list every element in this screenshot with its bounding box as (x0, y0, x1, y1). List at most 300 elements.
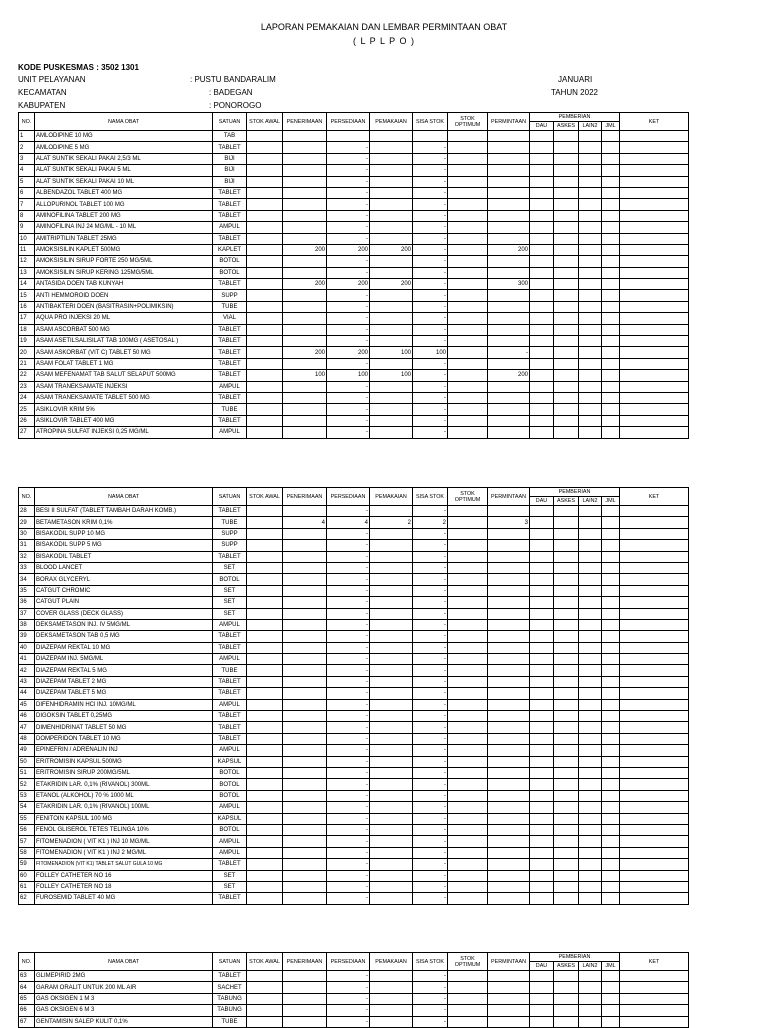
row-satuan: TUBE (213, 404, 247, 415)
row-no: 16 (19, 301, 35, 312)
row-ket (620, 982, 689, 993)
row-ket (620, 381, 689, 392)
row-lain2 (579, 517, 602, 528)
row-askes (554, 574, 579, 585)
row-stok-optimum (448, 324, 488, 335)
row-no: 13 (19, 267, 35, 278)
table-row (19, 836, 689, 847)
row-permintaan (488, 562, 530, 573)
row-penerimaan (283, 131, 327, 142)
row-no: 36 (19, 597, 35, 608)
row-pemakaian (370, 971, 413, 982)
row-lain2 (579, 993, 602, 1004)
header-satuan: SATUAN (213, 113, 247, 131)
row-pemakaian (370, 585, 413, 596)
row-askes (554, 711, 579, 722)
row-stok-awal (247, 688, 283, 699)
row-dau (530, 347, 554, 358)
row-stok-awal (247, 153, 283, 164)
row-stok-optimum (448, 982, 488, 993)
row-penerimaan (283, 392, 327, 403)
row-sisa-stok: 100 (413, 347, 448, 358)
header-ket: KET (620, 113, 689, 131)
row-askes (554, 562, 579, 573)
row-stok-optimum (448, 528, 488, 539)
row-pemakaian: 100 (370, 347, 413, 358)
row-pemakaian (370, 802, 413, 813)
row-nama-obat: GAS OKSIGEN 6 M 3 (35, 1005, 213, 1016)
row-persediaan: - (327, 1016, 370, 1027)
row-ket (620, 427, 689, 438)
row-pemakaian (370, 187, 413, 198)
row-ket (620, 233, 689, 244)
row-askes (554, 993, 579, 1004)
row-stok-awal (247, 1016, 283, 1027)
row-persediaan: - (327, 733, 370, 744)
row-askes (554, 427, 579, 438)
row-penerimaan (283, 290, 327, 301)
row-stok-optimum (448, 540, 488, 551)
table-row (19, 699, 689, 710)
row-persediaan: - (327, 381, 370, 392)
row-pemakaian (370, 358, 413, 369)
row-jml (602, 324, 620, 335)
row-stok-awal (247, 881, 283, 892)
row-sisa-stok: - (413, 631, 448, 642)
row-dau (530, 256, 554, 267)
row-lain2 (579, 767, 602, 778)
row-dau (530, 165, 554, 176)
row-permintaan: - (488, 347, 530, 358)
row-dau (530, 506, 554, 517)
row-ket (620, 199, 689, 210)
row-no: 41 (19, 654, 35, 665)
row-ket (620, 562, 689, 573)
row-nama-obat: ETANOL (ALKOHOL) 70 % 1000 ML (35, 790, 213, 801)
row-persediaan: - (327, 881, 370, 892)
header-askes: ASKES (554, 497, 579, 506)
row-nama-obat: DIAZEPAM TABLET 5 MG (35, 688, 213, 699)
row-lain2 (579, 381, 602, 392)
row-sisa-stok: - (413, 585, 448, 596)
table-row (19, 392, 689, 403)
row-penerimaan: 4 (283, 517, 327, 528)
row-no: 52 (19, 779, 35, 790)
row-penerimaan (283, 631, 327, 642)
row-stok-awal (247, 779, 283, 790)
row-ket (620, 528, 689, 539)
row-sisa-stok: - (413, 324, 448, 335)
row-satuan: SET (213, 597, 247, 608)
row-permintaan (488, 733, 530, 744)
row-no: 33 (19, 562, 35, 573)
row-dau (530, 993, 554, 1004)
row-askes (554, 415, 579, 426)
row-satuan: AMPUL (213, 745, 247, 756)
row-lain2 (579, 665, 602, 676)
row-nama-obat: FITOMENADION (VIT K1) TABLET SALUT GULA 10 MG (35, 859, 213, 870)
row-nama-obat: DIAZEPAM INJ. 5MG/ML (35, 654, 213, 665)
row-askes (554, 631, 579, 642)
row-askes (554, 176, 579, 187)
row-sisa-stok: - (413, 756, 448, 767)
table-row (19, 665, 689, 676)
row-persediaan: - (327, 562, 370, 573)
row-stok-optimum (448, 745, 488, 756)
header-penerimaan: PENERIMAAN (283, 113, 327, 131)
row-nama-obat: ETAKRIDIN LAR. 0,1% (RIVANOL) 300ML (35, 779, 213, 790)
row-penerimaan (283, 699, 327, 710)
row-stok-awal (247, 767, 283, 778)
table-row (19, 813, 689, 824)
row-jml (602, 176, 620, 187)
row-ket (620, 642, 689, 653)
table-row (19, 279, 689, 290)
table-row (19, 711, 689, 722)
row-persediaan: - (327, 290, 370, 301)
row-penerimaan (283, 1016, 327, 1027)
row-stok-awal (247, 790, 283, 801)
lplpo-table (18, 487, 689, 905)
row-dau (530, 642, 554, 653)
row-stok-awal (247, 404, 283, 415)
row-permintaan (488, 619, 530, 630)
row-jml (602, 301, 620, 312)
row-no: 20 (19, 347, 35, 358)
row-satuan: TABLET (213, 279, 247, 290)
row-ket (620, 824, 689, 835)
row-lain2 (579, 347, 602, 358)
row-dau (530, 631, 554, 642)
row-dau (530, 574, 554, 585)
row-satuan: BIJI (213, 165, 247, 176)
row-nama-obat: DEKSAMETASON TAB 0,5 MG (35, 631, 213, 642)
row-stok-optimum (448, 824, 488, 835)
row-dau (530, 699, 554, 710)
header-row (19, 113, 689, 122)
row-penerimaan (283, 165, 327, 176)
row-ket (620, 676, 689, 687)
row-askes (554, 619, 579, 630)
row-stok-optimum (448, 802, 488, 813)
row-satuan: SACHET (213, 982, 247, 993)
row-permintaan (488, 847, 530, 858)
row-nama-obat: BESI II SULFAT (TABLET TAMBAH DARAH KOMB.) (35, 506, 213, 517)
header-pemakaian: PEMAKAIAN (370, 488, 413, 506)
table-row (19, 222, 689, 233)
row-nama-obat: BISAKODIL SUPP 10 MG (35, 528, 213, 539)
row-satuan: TABLET (213, 642, 247, 653)
row-penerimaan (283, 982, 327, 993)
header-persediaan: PERSEDIAAN (327, 953, 370, 971)
row-no: 27 (19, 427, 35, 438)
row-satuan: TABUNG (213, 993, 247, 1004)
row-lain2 (579, 802, 602, 813)
row-pemakaian (370, 540, 413, 551)
row-jml (602, 847, 620, 858)
row-persediaan: - (327, 199, 370, 210)
row-pemakaian (370, 290, 413, 301)
row-ket (620, 324, 689, 335)
row-stok-optimum (448, 290, 488, 301)
row-lain2 (579, 187, 602, 198)
row-stok-optimum (448, 392, 488, 403)
row-no: 42 (19, 665, 35, 676)
row-jml (602, 153, 620, 164)
table-row (19, 893, 689, 904)
row-jml (602, 574, 620, 585)
row-jml (602, 642, 620, 653)
row-dau (530, 131, 554, 142)
table-row (19, 517, 689, 528)
row-penerimaan (283, 336, 327, 347)
kabupaten-label: KABUPATEN (18, 101, 66, 110)
row-lain2 (579, 131, 602, 142)
table-row (19, 199, 689, 210)
row-jml (602, 790, 620, 801)
row-jml (602, 256, 620, 267)
row-sisa-stok: - (413, 813, 448, 824)
row-dau (530, 404, 554, 415)
row-jml (602, 654, 620, 665)
table-row (19, 870, 689, 881)
row-jml (602, 199, 620, 210)
row-sisa-stok: - (413, 619, 448, 630)
row-nama-obat: FENOL GLISEROL TETES TELINGA 10% (35, 824, 213, 835)
row-stok-optimum (448, 506, 488, 517)
row-lain2 (579, 1005, 602, 1016)
row-satuan: AMPUL (213, 222, 247, 233)
row-stok-optimum (448, 654, 488, 665)
row-ket (620, 767, 689, 778)
row-stok-awal (247, 870, 283, 881)
row-sisa-stok: - (413, 790, 448, 801)
row-nama-obat: FOLLEY CATHETER NO 18 (35, 881, 213, 892)
row-nama-obat: DIGOKSIN TABLET 0,25MG (35, 711, 213, 722)
row-dau (530, 517, 554, 528)
row-penerimaan (283, 427, 327, 438)
row-sisa-stok: - (413, 415, 448, 426)
row-askes (554, 1005, 579, 1016)
header-satuan: SATUAN (213, 953, 247, 971)
row-nama-obat: FITOMENADION ( VIT K1 ) INJ 2 MG/ML (35, 847, 213, 858)
row-askes (554, 256, 579, 267)
row-dau (530, 688, 554, 699)
row-dau (530, 381, 554, 392)
row-stok-optimum (448, 131, 488, 142)
row-stok-optimum (448, 756, 488, 767)
row-jml (602, 982, 620, 993)
row-stok-optimum (448, 551, 488, 562)
row-dau (530, 176, 554, 187)
row-penerimaan (283, 324, 327, 335)
row-no: 30 (19, 528, 35, 539)
row-askes (554, 642, 579, 653)
header-sisa-stok: SISA STOK (413, 113, 448, 131)
row-lain2 (579, 358, 602, 369)
header-dau: DAU (530, 497, 554, 506)
row-pemakaian (370, 893, 413, 904)
row-satuan: TAB (213, 131, 247, 142)
row-penerimaan (283, 722, 327, 733)
row-persediaan: - (327, 540, 370, 551)
row-dau (530, 427, 554, 438)
header-stok-awal: STOK AWAL (247, 953, 283, 971)
row-penerimaan (283, 790, 327, 801)
row-persediaan: - (327, 153, 370, 164)
row-jml (602, 358, 620, 369)
row-no: 43 (19, 676, 35, 687)
row-permintaan (488, 665, 530, 676)
row-permintaan (488, 233, 530, 244)
row-nama-obat: DIAZEPAM TABLET 2 MG (35, 676, 213, 687)
row-askes (554, 756, 579, 767)
table-row (19, 301, 689, 312)
row-askes (554, 847, 579, 858)
row-persediaan: - (327, 654, 370, 665)
row-persediaan: - (327, 847, 370, 858)
row-askes (554, 893, 579, 904)
row-no: 66 (19, 1005, 35, 1016)
row-sisa-stok: - (413, 847, 448, 858)
row-dau (530, 358, 554, 369)
row-jml (602, 881, 620, 892)
row-stok-awal (247, 971, 283, 982)
row-stok-optimum (448, 256, 488, 267)
table-row (19, 654, 689, 665)
row-lain2 (579, 153, 602, 164)
row-askes (554, 313, 579, 324)
row-no: 56 (19, 824, 35, 835)
row-jml (602, 711, 620, 722)
row-dau (530, 654, 554, 665)
row-sisa-stok: - (413, 859, 448, 870)
row-nama-obat: AQUA PRO INJEKSI 20 ML (35, 313, 213, 324)
row-satuan: AMPUL (213, 699, 247, 710)
row-satuan: AMPUL (213, 427, 247, 438)
row-lain2 (579, 619, 602, 630)
row-permintaan (488, 131, 530, 142)
row-ket (620, 506, 689, 517)
row-dau (530, 847, 554, 858)
row-nama-obat: BISAKODIL TABLET (35, 551, 213, 562)
row-penerimaan (283, 745, 327, 756)
row-jml (602, 551, 620, 562)
row-stok-awal (247, 813, 283, 824)
row-pemakaian (370, 336, 413, 347)
row-askes (554, 779, 579, 790)
row-dau (530, 824, 554, 835)
row-no: 39 (19, 631, 35, 642)
row-pemakaian (370, 324, 413, 335)
row-stok-optimum (448, 153, 488, 164)
row-dau (530, 813, 554, 824)
row-permintaan (488, 336, 530, 347)
row-satuan: BOTOL (213, 779, 247, 790)
row-stok-optimum (448, 733, 488, 744)
row-stok-awal (247, 290, 283, 301)
row-permintaan (488, 551, 530, 562)
row-satuan: SUPP (213, 290, 247, 301)
row-stok-awal (247, 279, 283, 290)
row-stok-awal (247, 131, 283, 142)
row-askes (554, 347, 579, 358)
row-satuan: BOTOL (213, 267, 247, 278)
row-lain2 (579, 824, 602, 835)
row-ket (620, 404, 689, 415)
row-nama-obat: BISAKODIL SUPP 5 MG (35, 540, 213, 551)
row-permintaan (488, 779, 530, 790)
row-askes (554, 506, 579, 517)
row-permintaan (488, 381, 530, 392)
row-persediaan: 200 (327, 244, 370, 255)
row-jml (602, 517, 620, 528)
row-nama-obat: CATGUT PLAIN (35, 597, 213, 608)
row-no: 65 (19, 993, 35, 1004)
row-jml (602, 824, 620, 835)
row-persediaan: - (327, 176, 370, 187)
row-jml (602, 597, 620, 608)
row-persediaan: - (327, 551, 370, 562)
row-penerimaan (283, 756, 327, 767)
table-row (19, 802, 689, 813)
row-stok-optimum (448, 301, 488, 312)
table-row (19, 540, 689, 551)
row-permintaan: 3 (488, 517, 530, 528)
row-lain2 (579, 256, 602, 267)
row-pemakaian (370, 813, 413, 824)
row-permintaan (488, 824, 530, 835)
row-askes (554, 381, 579, 392)
header-lain2: LAIN2 (579, 122, 602, 131)
row-ket (620, 993, 689, 1004)
header-stok-awal: STOK AWAL (247, 113, 283, 131)
row-satuan: BIJI (213, 153, 247, 164)
row-nama-obat: ASAM MEFENAMAT TAB SALUT SELAPUT 500MG (35, 370, 213, 381)
row-ket (620, 165, 689, 176)
row-persediaan: - (327, 301, 370, 312)
row-persediaan: - (327, 642, 370, 653)
row-no: 64 (19, 982, 35, 993)
row-permintaan (488, 1016, 530, 1027)
row-askes (554, 267, 579, 278)
row-pemakaian (370, 756, 413, 767)
row-ket (620, 585, 689, 596)
row-nama-obat: DOMPERIDON TABLET 10 MG (35, 733, 213, 744)
header-permintaan: PERMINTAAN (488, 113, 530, 131)
row-satuan: SUPP (213, 528, 247, 539)
row-penerimaan (283, 187, 327, 198)
row-stok-awal (247, 381, 283, 392)
row-pemakaian (370, 767, 413, 778)
row-satuan: TABLET (213, 392, 247, 403)
row-permintaan (488, 722, 530, 733)
row-persediaan: - (327, 859, 370, 870)
row-nama-obat: ANTASIDA DOEN TAB KUNYAH (35, 279, 213, 290)
row-dau (530, 392, 554, 403)
row-askes (554, 301, 579, 312)
row-penerimaan (283, 802, 327, 813)
row-permintaan (488, 427, 530, 438)
row-lain2 (579, 165, 602, 176)
row-askes (554, 165, 579, 176)
row-nama-obat: DIAZEPAM REKTAL 5 MG (35, 665, 213, 676)
row-dau (530, 802, 554, 813)
row-penerimaan (283, 415, 327, 426)
row-dau (530, 187, 554, 198)
row-no: 57 (19, 836, 35, 847)
table-row (19, 631, 689, 642)
